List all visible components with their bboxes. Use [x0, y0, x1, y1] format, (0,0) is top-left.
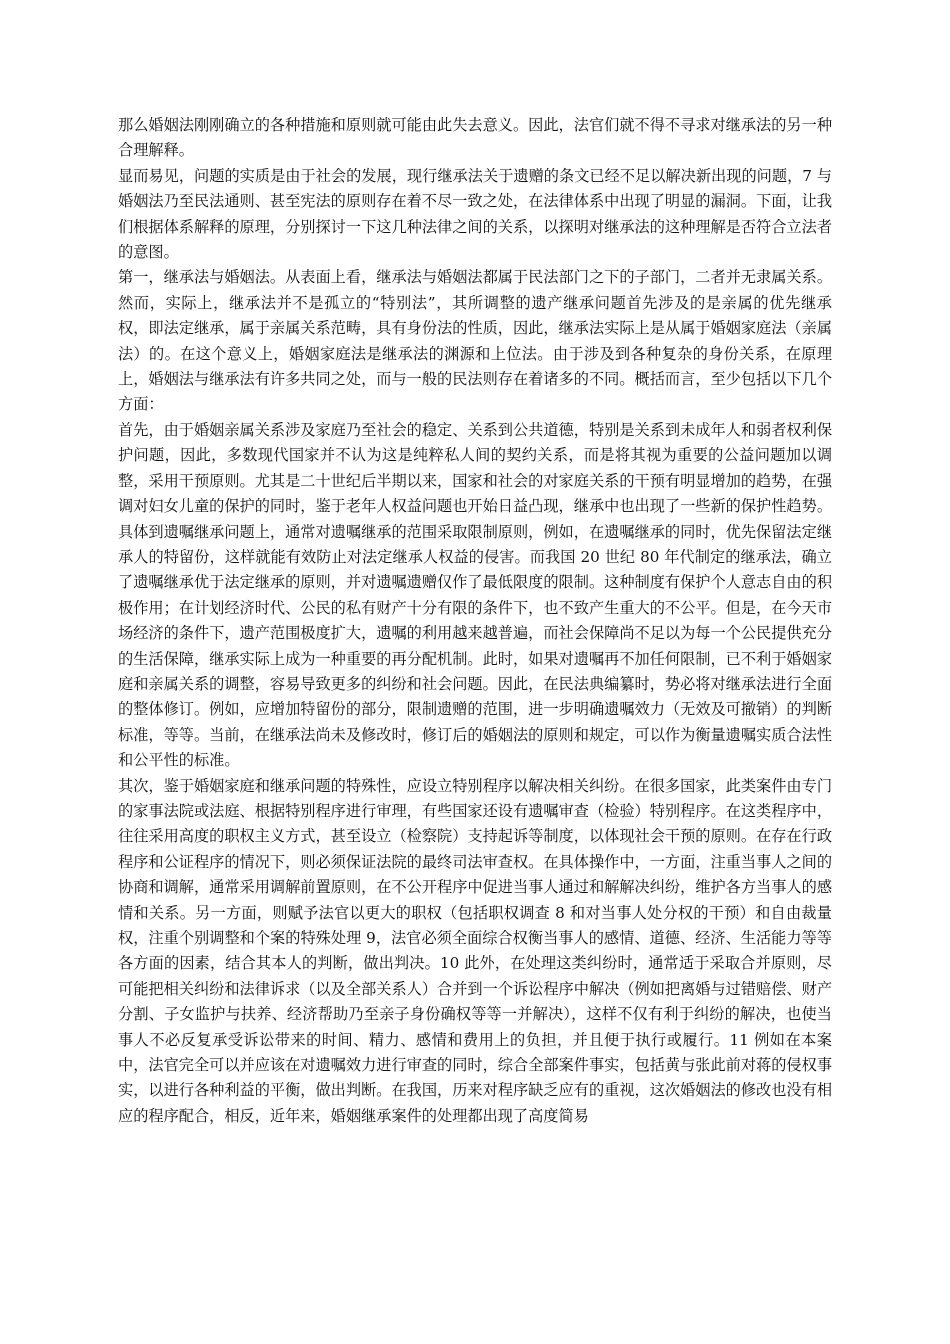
paragraph-secondly: 其次，鉴于婚姻家庭和继承问题的特殊性，应设立特别程序以解决相关纠纷。在很多国家，此类案件由专门的家事法院或法庭、根据特别程序进行审理，有些国家还设有遗嘱审查（检验）特别程序。在这类程序中，往往采用高度的职权主义方式，甚至设立（检察院）支持起诉等制度，以体现社会干预的原则。在存在行政程序和公证程序的情况下，则必须保证法院的最终司法审查权。在具体操作中，一方面，注重当事人之间的协商和调解，通常采用调解前置原则，在不公开程序中促进当事人通过和解解决纠纷，维护各方当事人的感情和关系。另一方面，则赋予法官以更大的职权（包括职权调查 8 和对当事人处分权的干预）和自由裁量权，注重个别调整和个案的特殊处理 9，法官必须全面综合权衡当事人的感情、道德、经济、生活能力等等各方面的因素，结合其本人的判断，做出判决。10 此外，在处理这类纠纷时，通常适于采取合并原则，尽可能把相关纠纷和法律诉求（以及全部关系人）合并到一个诉讼程序中解决（例如把离婚与过错赔偿、财产分割、子女监护与扶养、经济帮助乃至亲子身份确权等等一并解决），这样不仅有利于纠纷的解决，也使当事人不必反复承受诉讼带来的时间、精力、感情和费用上的负担，并且便于执行或履行。11 例如在本案中，法官完全可以并应该在对遗嘱效力进行审查的同时，综合全部案件事实，包括黄与张此前对蒋的侵权事实，以进行各种利益的平衡，做出判断。在我国，历来对程序缺乏应有的重视，这次婚姻法的修改也没有相应的程序配合，相反，近年来，婚姻继承案件的处理都出现了高度简易	[118, 776, 832, 1125]
paragraph-problem-essence: 显而易见，问题的实质是由于社会的发展，现行继承法关于遗赠的条文已经不足以解决新出现的问题，7 与婚姻法乃至民法通则、甚至宪法的原则存在着不尽一致之处，在法律体系中出现了明显的漏洞。下面，让我们根据体系解释的原理，分别探讨一下这几种法律之间的关系，以探明对继承法的这种理解是否符合立法者的意图。	[118, 166, 832, 262]
paragraph-firstly: 首先，由于婚姻亲属关系涉及家庭乃至社会的稳定、关系到公共道德，特别是关系到未成年人和弱者权利保护问题，因此，多数现代国家并不认为这是纯粹私人间的契约关系，而是将其视为重要的公益问题加以调整，采用干预原则。尤其是二十世纪后半期以来，国家和社会的对家庭关系的干预有明显增加的趋势，在强调对妇女儿童的保护的同时，鉴于老年人权益问题也开始日益凸现，继承中也出现了一些新的保护性趋势。具体到遗嘱继承问题上，通常对遗嘱继承的范围采取限制原则，例如，在遗嘱继承的同时，优先保留法定继承人的特留份，这样就能有效防止对法定继承人权益的侵害。而我国 20 世纪 80 年代制定的继承法，确立了遗嘱继承优于法定继承的原则，并对遗嘱遗赠仅作了最低限度的限制。这种制度有保护个人意志自由的积极作用；在计划经济时代、公民的私有财产十分有限的条件下，也不致产生重大的不公平。但是，在今天市场经济的条件下，遗产范围极度扩大，遗嘱的利用越来越普遍，而社会保障尚不足以为每一个公民提供充分的生活保障，继承实际上成为一种重要的再分配机制。此时，如果对遗嘱再不加任何限制，已不利于婚姻家庭和亲属关系的调整，容易导致更多的纠纷和社会问题。因此，在民法典编纂时，势必将对继承法进行全面的整体修订。例如，应增加特留份的部分，限制遗赠的范围，进一步明确遗嘱效力（无效及可撤销）的判断标准，等等。当前，在继承法尚未及修改时，修订后的婚姻法的原则和规定，可以作为衡量遗嘱实质合法性和公平性的标准。	[118, 420, 832, 770]
document-body	[118, 113, 832, 1129]
paragraph-intro-continuation: 那么婚姻法刚刚确立的各种措施和原则就可能由此失去意义。因此，法官们就不得不寻求对继承法的另一种合理解释。	[118, 116, 832, 160]
paragraph-first-point: 第一，继承法与婚姻法。从表面上看，继承法与婚姻法都属于民法部门之下的子部门，二者并无隶属关系。然而，实际上，继承法并不是孤立的“特别法”，其所调整的遗产继承问题首先涉及的是亲属的优先继承权，即法定继承，属于亲属关系范畴，具有身份法的性质，因此，继承法实际上是从属于婚姻家庭法（亲属法）的。在这个意义上，婚姻家庭法是继承法的渊源和上位法。由于涉及到各种复杂的身份关系，在原理上，婚姻法与继承法有许多共同之处，而与一般的民法则存在着诸多的不同。概括而言，至少包括以下几个方面：	[118, 268, 832, 414]
